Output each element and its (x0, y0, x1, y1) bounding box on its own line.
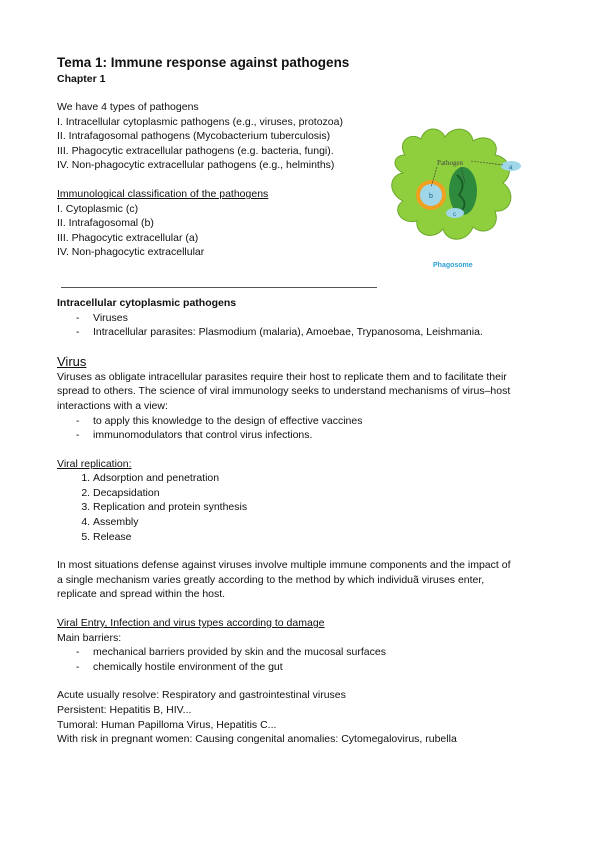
list-item: 2. Decapsidation (93, 486, 557, 501)
virus-type-line: Persistent: Hepatitis B, HIV... (57, 704, 192, 716)
virus-paragraph-line: interactions with a view: (57, 399, 168, 412)
defense-line: replicate and spread within the host. (57, 588, 226, 601)
classification-item: III. Phagocytic extracellular (a) (57, 231, 199, 244)
section-divider (61, 287, 377, 288)
label-c: c (453, 212, 456, 218)
classification-item: IV. Non-phagocytic extracellular (57, 246, 205, 259)
label-a: a (509, 165, 513, 171)
intro-item: III. Phagocytic extracellular pathogens (e.g. bacteria, fungi). (57, 144, 334, 157)
replication-heading: Viral replication: (57, 457, 132, 470)
intro-item: II. Intrafagosomal pathogens (Mycobacterium tuberculosis) (57, 130, 331, 143)
intracellular-heading: Intracellular cytoplasmic pathogens (57, 296, 237, 309)
pathogen-label: Pathogen (437, 159, 464, 167)
intracellular-list (57, 311, 557, 340)
virus-list (57, 414, 557, 443)
defense-line: a single mechanism varies greatly according to the method by which individuã viruses enter, (57, 573, 485, 586)
virus-paragraph-line: Viruses as obligate intracellular parasites require their host to replicate them and to facilitate their (57, 370, 507, 383)
phagosome-label: Phagosome (433, 262, 473, 269)
list-item: - Viruses (76, 311, 557, 326)
replication-steps (57, 471, 557, 544)
virus-type-line: Tumoral: Human Papilloma Virus, Hepatitis C... (57, 718, 277, 731)
list-item: 5. Release (93, 530, 557, 545)
classification-item: I. Cytoplasmic (c) (57, 202, 139, 215)
virus-type-line: Acute usually resolve: Respiratory and gastrointestinal viruses (57, 689, 346, 702)
list-item: 4. Assembly (93, 515, 557, 530)
chapter-label: Chapter 1 (57, 73, 106, 85)
classification-heading: Immunological classification of the pathogens (57, 187, 269, 200)
list-item: - mechanical barriers provided by skin and the mucosal surfaces (76, 645, 557, 660)
phagosome-diagram (375, 103, 535, 273)
list-item: - immunomodulators that control virus infections. (76, 428, 557, 443)
virus-paragraph-line: spread to others. The science of viral immunology seeks to understand mechanisms of virus–host (57, 385, 511, 398)
virus-heading: Virus (57, 353, 87, 369)
intro-item: IV. Non-phagocytic extracellular pathogens (e.g., helminths) (57, 159, 335, 172)
list-item: 3. Replication and protein synthesis (93, 500, 557, 515)
entry-heading: Viral Entry, Infection and virus types according to damage (57, 617, 325, 630)
defense-line: In most situations defense against viruses involve multiple immune components and the impact of (57, 559, 511, 572)
entry-lead: Main barriers: (57, 631, 122, 644)
page-title: Tema 1: Immune response against pathogens (57, 55, 350, 70)
intro-lead: We have 4 types of pathogens (57, 101, 199, 113)
entry-list (57, 645, 557, 674)
list-item: - Intracellular parasites: Plasmodium (malaria), Amoebae, Trypanosoma, Leishmania. (76, 325, 557, 340)
classification-item: II. Intrafagosomal (b) (57, 217, 154, 230)
intro-item: I. Intracellular cytoplasmic pathogens (e.g., viruses, protozoa) (57, 115, 343, 128)
virus-type-line: With risk in pregnant women: Causing congenital anomalies: Cytomegalovirus, rubella (57, 733, 457, 746)
label-b: b (429, 193, 433, 200)
list-item: - to apply this knowledge to the design of effective vaccines (76, 414, 557, 429)
list-item: - chemically hostile environment of the gut (76, 660, 557, 675)
list-item: 1. Adsorption and penetration (93, 471, 557, 486)
